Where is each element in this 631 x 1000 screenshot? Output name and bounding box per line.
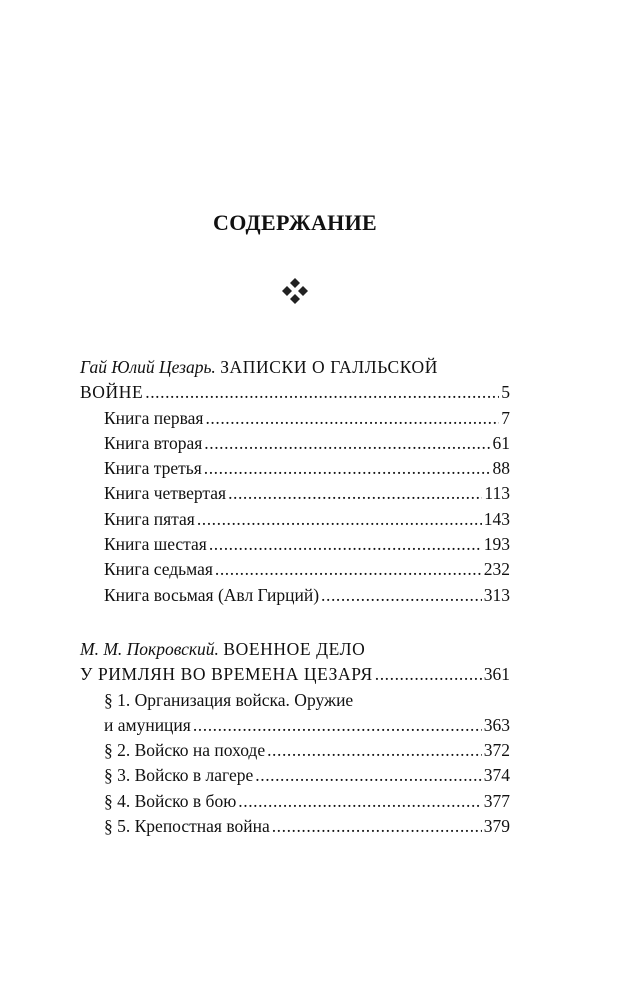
page-number: 361	[483, 664, 510, 685]
entry-label: Книга пятая	[104, 508, 195, 529]
dot-leader	[193, 713, 482, 738]
dot-leader	[204, 456, 491, 481]
entry-label: § 3. Войско в лагере	[104, 765, 254, 786]
entry-label: § 2. Войско на походе	[104, 740, 266, 761]
section-title-cont: У РИМЛЯН ВО ВРЕМЕНА ЦЕЗАРЯ	[80, 664, 373, 685]
toc-entry[interactable]	[80, 713, 510, 738]
entry-label: Книга третья	[104, 458, 202, 479]
page-number: 377	[483, 790, 510, 811]
entry-label: Книга вторая	[104, 432, 203, 453]
page-number: 113	[484, 483, 510, 504]
four-diamond-ornament-icon	[281, 277, 309, 305]
dot-leader	[215, 557, 482, 582]
table-of-contents	[80, 355, 510, 839]
dot-leader	[255, 763, 481, 788]
page-number: 88	[492, 458, 510, 479]
dot-leader	[238, 789, 481, 814]
section-title-cont: ВОЙНЕ	[80, 382, 144, 403]
page-title: СОДЕРЖАНИЕ	[213, 210, 377, 235]
toc-entry[interactable]	[80, 738, 510, 763]
page-number: 143	[483, 508, 510, 529]
dot-leader	[375, 662, 482, 687]
dot-leader	[205, 406, 499, 431]
page-number: 374	[483, 765, 510, 786]
page-number: 193	[483, 534, 510, 555]
toc-entry[interactable]	[80, 763, 510, 788]
dot-leader	[209, 532, 482, 557]
toc-entry[interactable]	[80, 481, 510, 506]
entry-label: Книга четвертая	[104, 483, 227, 504]
toc-entry-first-line[interactable]	[80, 688, 510, 713]
entry-label: Книга первая	[104, 407, 204, 428]
toc-entry[interactable]	[80, 431, 510, 456]
toc-entry[interactable]	[80, 662, 510, 687]
entry-label: и амуниция	[104, 714, 191, 735]
entry-label: § 4. Войско в бою	[104, 790, 237, 811]
section-title: ВОЕННОЕ ДЕЛО	[223, 638, 366, 659]
toc-entry[interactable]	[80, 456, 510, 481]
section-author: Гай Юлий Цезарь.	[80, 357, 216, 377]
section-author: М. М. Покровский.	[80, 638, 219, 659]
dot-leader	[267, 738, 482, 763]
entry-label: Книга восьмая (Авл Гирций)	[104, 584, 320, 605]
toc-entry[interactable]	[80, 557, 510, 582]
page-number: 363	[483, 714, 510, 735]
page-number: 372	[483, 740, 510, 761]
page-number: 7	[501, 407, 510, 428]
toc-entry[interactable]	[80, 814, 510, 839]
entry-label: § 5. Крепостная война	[104, 816, 270, 837]
dot-leader	[228, 481, 482, 506]
dot-leader	[145, 380, 499, 405]
page-number: 232	[483, 559, 510, 580]
dot-leader	[204, 431, 490, 456]
toc-entry[interactable]	[80, 789, 510, 814]
toc-entry[interactable]	[80, 507, 510, 532]
toc-entry[interactable]	[80, 406, 510, 431]
toc-entry[interactable]	[80, 583, 510, 608]
toc-entry[interactable]	[80, 532, 510, 557]
section-title: ЗАПИСКИ О ГАЛЛЬСКОЙ	[220, 357, 439, 377]
dot-leader	[272, 814, 482, 839]
page-number: 379	[483, 816, 510, 837]
entry-label: § 1. Организация войска. Оружие	[104, 689, 354, 710]
entry-label: Книга седьмая	[104, 559, 213, 580]
toc-section-title-line[interactable]	[80, 637, 510, 662]
toc-section-title-line[interactable]	[80, 355, 510, 380]
dot-leader	[197, 507, 482, 532]
page-number: 313	[483, 584, 510, 605]
toc-entry[interactable]	[80, 380, 510, 405]
page-number: 5	[501, 382, 510, 403]
dot-leader	[321, 583, 482, 608]
page-number: 61	[492, 432, 510, 453]
entry-label: Книга шестая	[104, 534, 207, 555]
